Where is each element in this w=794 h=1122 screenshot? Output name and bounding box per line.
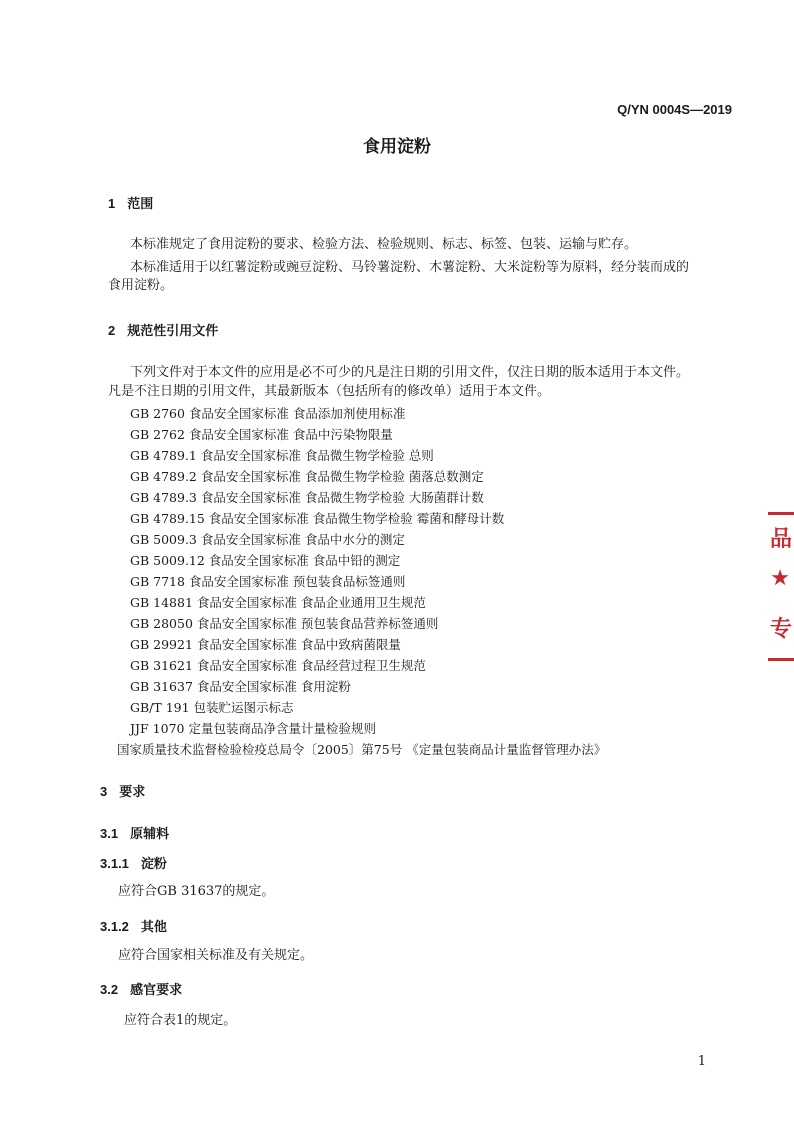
section-number: 3.2: [100, 982, 119, 997]
reference-item: GB 28050 食品安全国家标准 预包装食品营养标签通则: [130, 616, 439, 631]
section-number: 3.1.1: [100, 856, 129, 871]
reference-item: GB 7718 食品安全国家标准 预包装食品标签通则: [130, 574, 406, 589]
section-title: 其他: [140, 919, 167, 934]
reference-item: GB/T 191 包装贮运图示标志: [130, 700, 294, 715]
document-code: Q/YN 0004S—2019: [617, 102, 732, 117]
section-title: 淀粉: [140, 856, 167, 871]
reference-item: GB 14881 食品安全国家标准 食品企业通用卫生规范: [130, 595, 426, 610]
section-number: 3.1.2: [100, 919, 129, 934]
section-1-para-1: 本标准规定了食用淀粉的要求、检验方法、检验规则、标志、标签、包装、运输与贮存。: [130, 237, 638, 252]
section-title: 规范性引用文件: [127, 323, 219, 338]
section-3-1-2-text: 应符合国家相关标准及有关规定。: [118, 948, 314, 963]
section-2-intro-line-2: 凡是不注日期的引用文件，其最新版本（包括所有的修改单）适用于本文件。: [108, 384, 551, 399]
company-seal: [764, 508, 794, 666]
seal-star-icon: ★: [770, 566, 790, 591]
section-3-2-text: 应符合表1的规定。: [124, 1013, 237, 1028]
section-1-para-2-line-1: 本标准适用于以红薯淀粉或豌豆淀粉、马铃薯淀粉、木薯淀粉、大米淀粉等为原料，经分装而成的: [130, 260, 690, 275]
seal-char: 专: [769, 617, 792, 642]
section-title: 范围: [127, 196, 154, 211]
reference-item: GB 31637 食品安全国家标准 食用淀粉: [130, 679, 351, 694]
section-2-intro-line-1: 下列文件对于本文件的应用是必不可少的凡是注日期的引用文件，仅注日期的版本适用于本文件。: [130, 365, 690, 380]
reference-item: JJF 1070 定量包装商品净含量计量检验规则: [130, 721, 376, 736]
reference-item: 国家质量技术监督检验检疫总局令〔2005〕第75号 《定量包装商品计量监督管理办法》: [117, 742, 607, 757]
section-3-1-heading: [100, 823, 169, 842]
section-number: 3: [100, 784, 108, 799]
section-3-heading: [100, 781, 145, 800]
seal-char: 品: [769, 527, 792, 552]
reference-item: GB 4789.2 食品安全国家标准 食品微生物学检验 菌落总数测定: [130, 469, 484, 484]
reference-item: GB 29921 食品安全国家标准 食品中致病菌限量: [130, 637, 401, 652]
reference-item: GB 4789.1 食品安全国家标准 食品微生物学检验 总则: [130, 448, 434, 463]
seal-border: [768, 512, 794, 515]
reference-item: GB 5009.3 食品安全国家标准 食品中水分的测定: [130, 532, 405, 547]
section-number: 2: [108, 323, 116, 338]
section-3-1-1-text: 应符合GB 31637的规定。: [118, 884, 275, 899]
section-title: 原辅料: [130, 826, 170, 841]
section-number: 3.1: [100, 826, 119, 841]
section-3-2-heading: [100, 979, 182, 998]
section-3-1-2-heading: [100, 916, 167, 935]
reference-item: GB 2762 食品安全国家标准 食品中污染物限量: [130, 427, 393, 442]
page-number: 1: [697, 1054, 706, 1069]
reference-item: GB 4789.3 食品安全国家标准 食品微生物学检验 大肠菌群计数: [130, 490, 484, 505]
reference-item: GB 5009.12 食品安全国家标准 食品中铅的测定: [130, 553, 401, 568]
section-number: 1: [108, 196, 116, 211]
section-title: 感官要求: [130, 982, 183, 997]
section-1-heading: [108, 193, 153, 212]
page-title: 食用淀粉: [363, 137, 431, 157]
section-2-heading: [108, 320, 218, 339]
section-3-1-1-heading: [100, 853, 167, 872]
section-title: 要求: [119, 784, 146, 799]
reference-item: GB 31621 食品安全国家标准 食品经营过程卫生规范: [130, 658, 426, 673]
seal-border: [768, 658, 794, 661]
reference-item: GB 2760 食品安全国家标准 食品添加剂使用标准: [130, 406, 406, 421]
section-1-para-2-line-2: 食用淀粉。: [108, 278, 174, 293]
reference-item: GB 4789.15 食品安全国家标准 食品微生物学检验 霉菌和酵母计数: [130, 511, 505, 526]
